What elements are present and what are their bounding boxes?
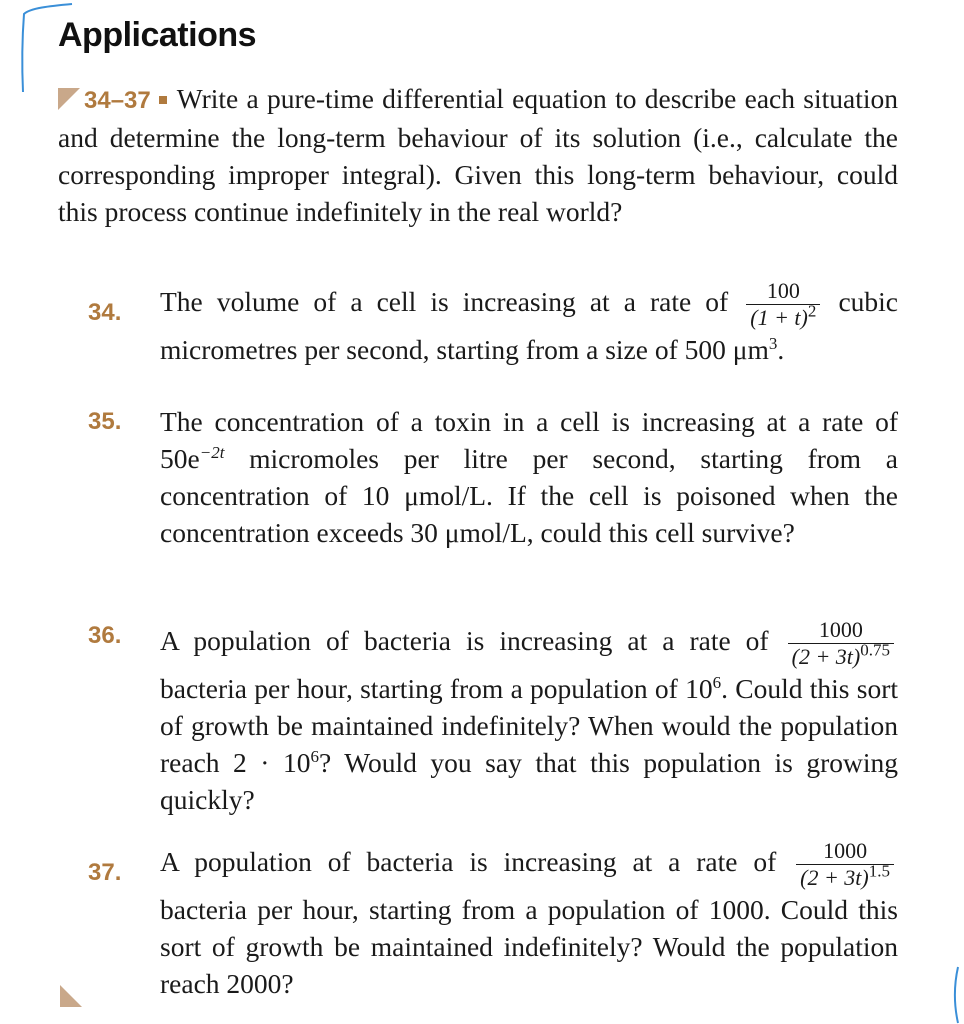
square-bullet-icon <box>159 96 167 104</box>
exercise-instructions <box>58 80 898 230</box>
problem-number: 35. <box>88 408 122 435</box>
problem-number: 37. <box>88 859 122 886</box>
problem-36: 36. A population of bacteria is increasing at a rate of $\frac{1000}{(2 + 3t)^{0.75}}$ bacteria per hour, starting from a population of $10^6$. Could this sort of growth be maintained indefinitely? When would the population reach $2 \cdot 10^6$? Would you say that this population is growing quickly? <box>88 617 899 815</box>
pen-annotation-stroke-icon <box>950 965 964 1024</box>
instructions-text: Write a pure-time differential equation to describe each situation and determine the long-term behaviour of its solution (i.e., calculate the corresponding improper integral). Given this long-term behaviour, could this process continue indefinitely in the real world? <box>58 83 898 227</box>
problem-number: 34. <box>88 299 122 326</box>
rate-fraction: $\frac{1000}{(2 + 3t)^{1.5}}$ <box>796 838 894 891</box>
problem-35: 35. The concentration of a toxin in a cell is increasing at a rate of $50e^{-2t}$ micromoles per litre per second, starting from a concentration of 10 μmol/L. If the cell is poisoned when the concentration exceeds 30 μmol/L, could this cell survive? <box>88 403 898 551</box>
section-end-marker-icon <box>60 985 82 1007</box>
problem-number: 36. <box>88 622 122 649</box>
rate-fraction: $\frac{100}{(1 + t)^2}$ <box>746 278 820 331</box>
problem-37: 37. A population of bacteria is increasing at a rate of $\frac{1000}{(2 + 3t)^{1.5}}$ bacteria per hour, starting from a population of 1000. Could this sort of growth be maintained indefinitely? Would the population reach 2000? <box>88 838 898 999</box>
exercise-range: 34–37 <box>84 87 151 114</box>
section-start-marker-icon <box>58 88 80 110</box>
section-heading: Applications <box>58 16 257 54</box>
rate-fraction: $\frac{1000}{(2 + 3t)^{0.75}}$ <box>788 617 894 670</box>
problem-34: 34. The volume of a cell is increasing at a rate of $\frac{100}{(1 + t)^2}$ cubic micrometres per second, starting from a size of 500 $\mu m^3$. <box>88 278 898 365</box>
